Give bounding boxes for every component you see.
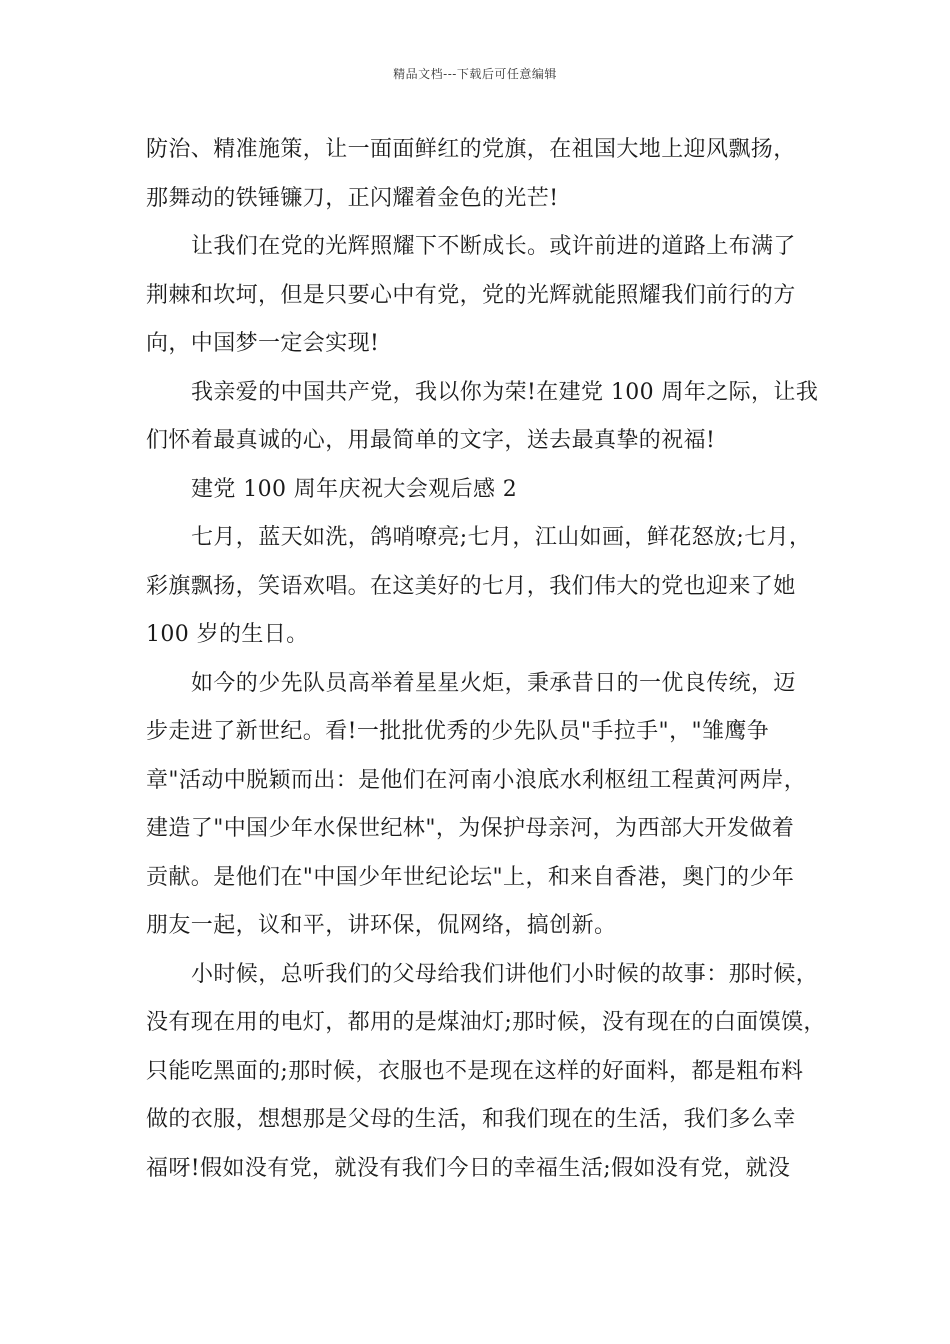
text-line: 没有现在用的电灯，都用的是煤油灯;那时候，没有现在的白面馍馍，	[146, 1010, 826, 1035]
text-line: 向，中国梦一定会实现!	[146, 331, 380, 356]
text-line: 彩旗飘扬，笑语欢唱。在这美好的七月，我们伟大的党也迎来了她	[146, 573, 796, 599]
text-line: 只能吃黑面的;那时候，衣服也不是现在这样的好面料，都是粗布料	[146, 1058, 804, 1084]
text-line: 朋友一起，议和平，讲环保，侃网络，搞创新。	[146, 913, 617, 938]
text-line: 防治、精准施策，让一面面鲜红的党旗，在祖国大地上迎风飘扬，	[146, 137, 796, 162]
text-line: 七月，蓝天如洗，鸽哨嘹亮;七月，江山如画，鲜花怒放;七月，	[191, 525, 812, 550]
text-line: 贡献。是他们在"中国少年世纪论坛"上，和来自香港，奥门的少年	[146, 864, 795, 890]
paragraph-3	[146, 369, 826, 466]
page-header: 精品文档---下载后可任意编辑	[393, 67, 557, 81]
text-line: 福呀!假如没有党，就没有我们今日的幸福生活;假如没有党，就没	[146, 1155, 791, 1181]
paragraph-1	[146, 126, 826, 223]
document-body	[146, 126, 826, 1193]
text-line: 步走进了新世纪。看!一批批优秀的少先队员"手拉手"，"雏鹰争	[146, 719, 770, 744]
text-line: 们怀着最真诚的心，用最简单的文字，送去最真挚的祝福!	[146, 428, 716, 453]
text-line: 小时候，总听我们的父母给我们讲他们小时候的故事：那时候，	[191, 961, 819, 987]
section-heading	[146, 466, 826, 515]
paragraph-6	[146, 951, 826, 1194]
text-line: 让我们在党的光辉照耀下不断成长。或许前进的道路上布满了	[191, 234, 796, 259]
text-line: 100 岁的生日。	[146, 622, 309, 647]
text-line: 建造了"中国少年水保世纪林"，为保护母亲河，为西部大开发做着	[146, 816, 795, 841]
paragraph-2	[146, 223, 826, 369]
text-line: 做的衣服，想想那是父母的生活，和我们现在的生活，我们多么幸	[146, 1107, 796, 1132]
text-line: 我亲爱的中国共产党，我以你为荣!在建党 100 周年之际，让我	[191, 379, 819, 405]
paragraph-4	[146, 514, 826, 660]
text-line: 荆棘和坎坷，但是只要心中有党，党的光辉就能照耀我们前行的方	[146, 282, 796, 308]
text-line: 建党 100 周年庆祝大会观后感 2	[191, 476, 518, 502]
text-line: 那舞动的铁锤镰刀，正闪耀着金色的光芒!	[146, 185, 559, 211]
paragraph-5	[146, 660, 826, 951]
text-line: 如今的少先队员高举着星星火炬，秉承昔日的一优良传统，迈	[191, 670, 796, 696]
text-line: 章"活动中脱颖而出：是他们在河南小浪底水利枢纽工程黄河两岸，	[146, 767, 807, 793]
